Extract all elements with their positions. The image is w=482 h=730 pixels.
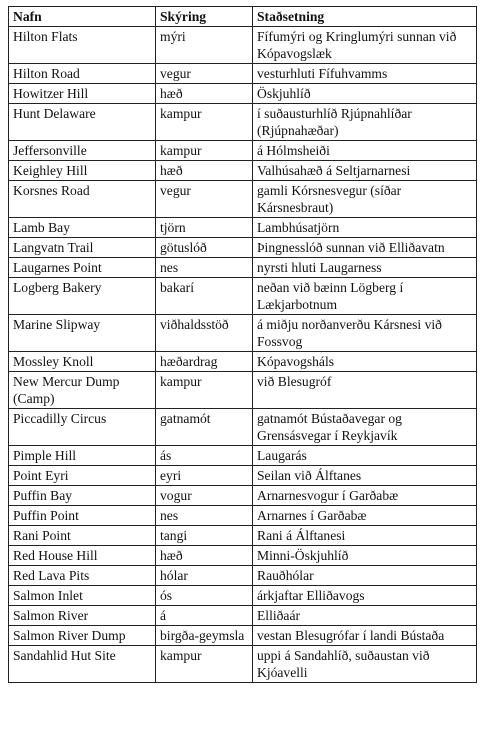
cell-name: Marine Slipway — [9, 315, 156, 352]
table-row — [9, 104, 477, 141]
cell-name: Point Eyri — [9, 466, 156, 486]
cell-description: ás — [156, 446, 253, 466]
cell-description: bakarí — [156, 278, 253, 315]
cell-location: gatnamót Bústaðavegar og Grensásvegar í Reykjavík — [253, 409, 477, 446]
cell-location: Öskjuhlíð — [253, 84, 477, 104]
cell-name: Sandahlid Hut Site — [9, 646, 156, 683]
cell-location: í suðausturhlíð Rjúpnahlíðar (Rjúpnahæðar) — [253, 104, 477, 141]
cell-name: Rani Point — [9, 526, 156, 546]
cell-location: Rani á Álftanesi — [253, 526, 477, 546]
cell-name: Pimple Hill — [9, 446, 156, 466]
cell-name: Korsnes Road — [9, 181, 156, 218]
cell-location: árkjaftar Elliðavogs — [253, 586, 477, 606]
table-row — [9, 84, 477, 104]
cell-name: Logberg Bakery — [9, 278, 156, 315]
table-row — [9, 606, 477, 626]
table-row — [9, 646, 477, 683]
table-row — [9, 409, 477, 446]
cell-name: New Mercur Dump (Camp) — [9, 372, 156, 409]
cell-description: nes — [156, 258, 253, 278]
cell-description: viðhaldsstöð — [156, 315, 253, 352]
table-row — [9, 586, 477, 606]
cell-name: Piccadilly Circus — [9, 409, 156, 446]
header-location: Staðsetning — [253, 7, 477, 27]
cell-description: hæð — [156, 84, 253, 104]
cell-location: á miðju norðanverðu Kársnesi við Fossvog — [253, 315, 477, 352]
cell-description: vegur — [156, 64, 253, 84]
cell-name: Salmon River — [9, 606, 156, 626]
table-header — [9, 7, 477, 27]
cell-description: vogur — [156, 486, 253, 506]
cell-name: Laugarnes Point — [9, 258, 156, 278]
cell-description: kampur — [156, 372, 253, 409]
table-row — [9, 486, 477, 506]
cell-name: Hunt Delaware — [9, 104, 156, 141]
cell-location: Arnarnes í Garðabæ — [253, 506, 477, 526]
table-row — [9, 258, 477, 278]
cell-location: gamli Kórsnesvegur (síðar Kársnesbraut) — [253, 181, 477, 218]
cell-name: Keighley Hill — [9, 161, 156, 181]
table-row — [9, 27, 477, 64]
cell-location: nyrsti hluti Laugarness — [253, 258, 477, 278]
cell-description: vegur — [156, 181, 253, 218]
cell-name: Puffin Bay — [9, 486, 156, 506]
cell-description: mýri — [156, 27, 253, 64]
table-row — [9, 352, 477, 372]
cell-location: á Hólmsheiði — [253, 141, 477, 161]
place-names-table — [8, 6, 477, 683]
cell-description: hæðardrag — [156, 352, 253, 372]
cell-location: vesturhluti Fífuhvamms — [253, 64, 477, 84]
header-description: Skýring — [156, 7, 253, 27]
cell-name: Hilton Flats — [9, 27, 156, 64]
cell-description: tangi — [156, 526, 253, 546]
cell-description: kampur — [156, 141, 253, 161]
cell-description: ós — [156, 586, 253, 606]
table-row — [9, 315, 477, 352]
table-row — [9, 372, 477, 409]
cell-location: við Blesugróf — [253, 372, 477, 409]
cell-name: Puffin Point — [9, 506, 156, 526]
cell-location: vestan Blesugrófar í landi Bústaða — [253, 626, 477, 646]
cell-description: á — [156, 606, 253, 626]
table-row — [9, 161, 477, 181]
cell-description: hólar — [156, 566, 253, 586]
table-row — [9, 566, 477, 586]
header-row — [9, 7, 477, 27]
cell-description: kampur — [156, 104, 253, 141]
table-row — [9, 181, 477, 218]
cell-description: nes — [156, 506, 253, 526]
document-page — [8, 6, 476, 683]
cell-name: Mossley Knoll — [9, 352, 156, 372]
cell-name: Salmon River Dump — [9, 626, 156, 646]
cell-description: hæð — [156, 161, 253, 181]
cell-location: Elliðaár — [253, 606, 477, 626]
cell-description: birgða-geymsla — [156, 626, 253, 646]
cell-location: Minni-Öskjuhlíð — [253, 546, 477, 566]
table-row — [9, 446, 477, 466]
cell-location: Kópavogsháls — [253, 352, 477, 372]
cell-description: gatnamót — [156, 409, 253, 446]
cell-location: Þingnesslóð sunnan við Elliðavatn — [253, 238, 477, 258]
cell-name: Salmon Inlet — [9, 586, 156, 606]
table-row — [9, 238, 477, 258]
cell-name: Red Lava Pits — [9, 566, 156, 586]
cell-name: Jeffersonville — [9, 141, 156, 161]
header-name: Nafn — [9, 7, 156, 27]
cell-location: Fífumýri og Kringlumýri sunnan við Kópavogslæk — [253, 27, 477, 64]
cell-description: kampur — [156, 646, 253, 683]
cell-location: Lambhúsatjörn — [253, 218, 477, 238]
cell-location: neðan við bæinn Lögberg í Lækjarbotnum — [253, 278, 477, 315]
cell-location: Valhúsahæð á Seltjarnarnesi — [253, 161, 477, 181]
cell-name: Howitzer Hill — [9, 84, 156, 104]
cell-location: Laugarás — [253, 446, 477, 466]
table-row — [9, 278, 477, 315]
cell-description: tjörn — [156, 218, 253, 238]
cell-location: Seilan við Álftanes — [253, 466, 477, 486]
table-row — [9, 141, 477, 161]
cell-name: Hilton Road — [9, 64, 156, 84]
table-row — [9, 218, 477, 238]
cell-name: Red House Hill — [9, 546, 156, 566]
cell-name: Langvatn Trail — [9, 238, 156, 258]
table-row — [9, 506, 477, 526]
table-row — [9, 526, 477, 546]
table-body — [9, 27, 477, 683]
cell-description: hæð — [156, 546, 253, 566]
table-row — [9, 546, 477, 566]
table-row — [9, 466, 477, 486]
cell-name: Lamb Bay — [9, 218, 156, 238]
cell-description: götuslóð — [156, 238, 253, 258]
table-row — [9, 626, 477, 646]
cell-location: Rauðhólar — [253, 566, 477, 586]
cell-description: eyri — [156, 466, 253, 486]
cell-location: uppi á Sandahlíð, suðaustan við Kjóavelli — [253, 646, 477, 683]
cell-location: Arnarnesvogur í Garðabæ — [253, 486, 477, 506]
table-row — [9, 64, 477, 84]
